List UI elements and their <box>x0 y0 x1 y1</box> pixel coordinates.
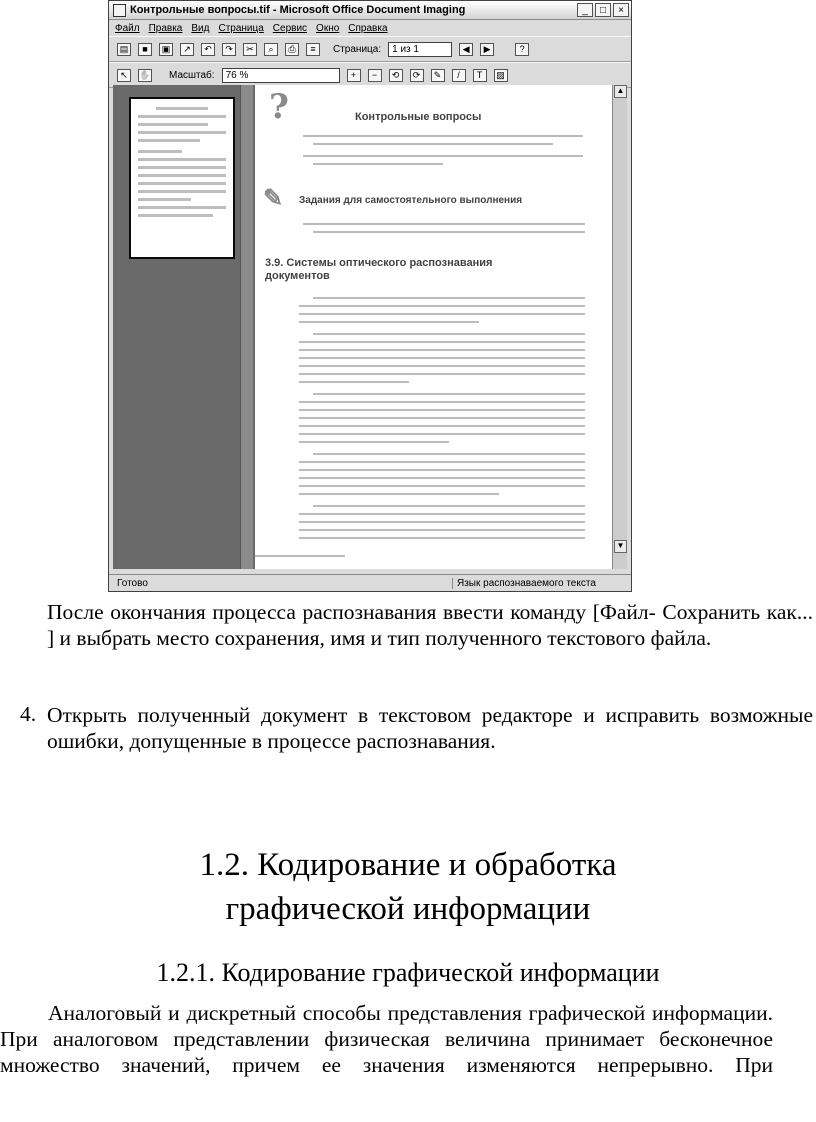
redo-icon[interactable]: ↷ <box>222 43 236 56</box>
scanned-page <box>255 85 612 569</box>
window-title: Контрольные вопросы.tif - Microsoft Office Document Imaging <box>130 4 466 16</box>
close-icon[interactable]: × <box>613 3 629 17</box>
menu-tools[interactable]: Сервис <box>272 22 308 34</box>
scan-heading: Контрольные вопросы <box>355 111 482 123</box>
minimize-icon[interactable]: _ <box>577 3 593 17</box>
send-icon[interactable]: ↗ <box>180 43 194 56</box>
zoom-in-icon[interactable]: + <box>347 69 361 82</box>
question-mark-icon: ? <box>269 87 289 127</box>
thumbnail-pane <box>113 85 255 569</box>
pen-icon[interactable]: ✎ <box>431 69 445 82</box>
undo-icon[interactable]: ↶ <box>201 43 215 56</box>
scroll-down-icon[interactable]: ▼ <box>614 540 627 553</box>
viewer-area <box>113 85 627 569</box>
cut-icon[interactable]: ✂ <box>243 43 257 56</box>
rotate-left-icon[interactable]: ⟲ <box>389 69 403 82</box>
zoom-select[interactable]: 76 % <box>222 68 340 83</box>
print-icon[interactable]: ▣ <box>159 43 173 56</box>
page-scrollbar[interactable] <box>612 85 627 569</box>
scan-section-heading: 3.9. Системы оптического распознавания документов <box>265 257 493 282</box>
section-heading: 1.2. Кодирование и обработка графической информации <box>199 847 617 927</box>
app-window-screenshot <box>108 0 632 592</box>
scroll-up-icon[interactable]: ▲ <box>614 85 627 98</box>
list-item-open-document: Открыть полученный документ в текстовом редакторе и исправить возможные ошибки, допущенные в процессе распознавания. <box>47 703 813 753</box>
window-titlebar <box>109 1 631 20</box>
rotate-right-icon[interactable]: ⟳ <box>410 69 424 82</box>
menu-help[interactable]: Справка <box>348 22 388 34</box>
next-page-icon[interactable]: ▶ <box>480 43 494 56</box>
subsection-heading: 1.2.1. Кодирование графической информации <box>156 958 660 987</box>
select-icon[interactable]: ↖ <box>117 69 131 82</box>
thumbnail-scrollbar[interactable] <box>240 85 253 569</box>
textbox-icon[interactable]: T <box>473 69 487 82</box>
list-item-number: 4. <box>20 702 37 726</box>
menu-window[interactable]: Окно <box>316 22 340 34</box>
status-bar <box>109 574 631 591</box>
document-icon <box>113 4 126 17</box>
menu-file[interactable]: Файл <box>115 22 140 34</box>
highlighter-icon[interactable]: / <box>452 69 466 82</box>
picture-icon[interactable]: ▨ <box>494 69 508 82</box>
standard-toolbar <box>109 36 631 62</box>
paragraph-save-instructions: После окончания процесса распознавания ввести команду [Файл- Сохранить как... ] и выбрать место сохранения, имя и тип полученного текстового файла. <box>47 600 813 650</box>
prev-page-icon[interactable]: ◀ <box>459 43 473 56</box>
paragraph-analog-discrete: Аналоговый и дискретный способы представления графической информации. При аналоговом представлении физическая величина принимает бесконечное множество значений, причем ее значения изменяются непрерывно. При <box>0 1001 773 1077</box>
status-language: Язык распознаваемого текста <box>452 578 631 589</box>
menu-bar <box>109 20 631 36</box>
ocr-icon[interactable]: ≡ <box>306 43 320 56</box>
menu-view[interactable]: Вид <box>191 22 210 34</box>
scan-tasks-heading: Задания для самостоятельного выполнения <box>299 195 523 206</box>
find-icon[interactable]: ⌕ <box>264 43 278 56</box>
page-input[interactable]: 1 из 1 <box>388 42 452 57</box>
zoom-out-icon[interactable]: − <box>368 69 382 82</box>
open-icon[interactable]: ▤ <box>117 43 131 56</box>
help-icon[interactable]: ? <box>515 43 529 56</box>
menu-page[interactable]: Страница <box>218 22 264 34</box>
page-thumbnail[interactable] <box>129 97 235 259</box>
menu-edit[interactable]: Правка <box>148 22 183 34</box>
save-icon[interactable]: ■ <box>138 43 152 56</box>
scan-icon[interactable]: ⎙ <box>285 43 299 56</box>
maximize-icon[interactable]: □ <box>595 3 611 17</box>
page-label: Страница: <box>333 43 382 55</box>
status-ready: Готово <box>117 577 148 589</box>
hand-icon[interactable]: ✋ <box>139 69 151 80</box>
pencil-icon: ✎ <box>263 183 284 212</box>
zoom-label: Масштаб: <box>169 69 215 81</box>
